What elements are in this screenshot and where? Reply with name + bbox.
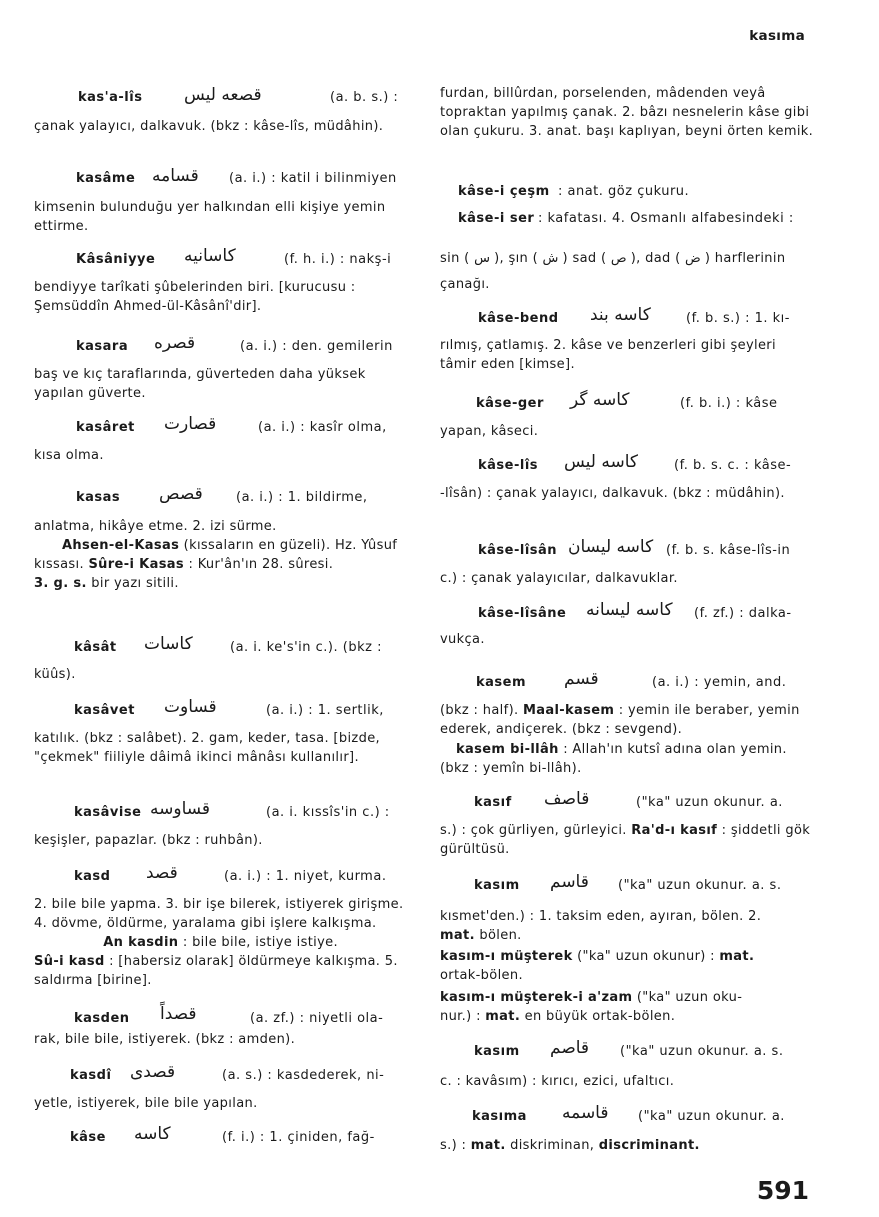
grammar-note: (a. i. ke's'in c.). (bkz : [230,640,382,655]
arabic-script: کاسه [134,1124,171,1144]
grammar-note: ("ka" uzun oku- [636,990,743,1005]
headword: kasâvet [74,703,135,718]
grammar-note: (f. i.) : 1. çiniden, fağ- [222,1130,375,1145]
grammar-note: (a. i.) : 1. bildirme, [236,490,368,505]
english-term: discriminant. [598,1138,700,1153]
definition-text: diskriminan, [510,1138,595,1153]
domain-tag: mat. [719,949,755,964]
grammar-note: (f. zf.) : dalka- [694,606,792,621]
subentry-term: Maal-kasem [522,703,615,718]
headword: kasâret [76,420,135,435]
subentry-definition: : bile bile, istiye istiye. [182,935,339,950]
arabic-script: قاصف [544,789,590,809]
definition: baş ve kıç taraflarında, güverteden daha yüksek yapılan güverte. [34,367,366,401]
subentry-definition: : şiddetli gök gürültüsü. [440,823,811,857]
sense-definition: bir yazı sitili. [91,576,179,591]
arabic-script: قسامه [152,166,199,186]
grammar-note: (a. i.) : 1. sertlik, [266,703,384,718]
grammar-note: (a. s.) : kasdederek, ni- [222,1068,385,1083]
grammar-note: (a. i.) : katil i bilinmiyen [229,171,397,186]
definition: : anat. göz çukuru. [558,184,690,199]
subentry-definition: : yemin ile beraber, yemin ederek, andiçerek. (bkz : sevgend). [440,703,800,737]
definition: küûs). [34,667,76,682]
definition: 2. bile bile yapma. 3. bir işe bilerek, istiyerek girişme. 4. dövme, öldürme, yaralama gibi işlere kalkışma. [34,897,404,931]
headword: kâse-lîs [478,458,539,473]
grammar-note: ("ka" uzun okunur) : [577,949,715,964]
arabic-script: کاسات [144,634,193,654]
subentry-su-i-kasd [34,952,414,990]
definition: kısmet'den.) : 1. taksim eden, ayıran, bölen. 2. [440,909,762,924]
grammar-note: (f. h. i.) : nakş-i [284,252,392,267]
headword: kasâvise [74,805,142,820]
sense-label: 3. g. s. [34,576,87,591]
arabic-script: قصره [154,333,196,353]
headword: kasıf [474,795,512,810]
arabic-script: قسم [564,669,599,689]
headword: Kâsâniyye [76,252,156,267]
entry-line [440,988,816,1007]
grammar-note: (f. b. s. kâse-lîs-in [666,543,791,558]
arabic-script: قساوسه [150,799,211,819]
definition: yetle, istiyerek, bile bile yapılan. [34,1096,258,1111]
definition [440,1136,816,1155]
headword: kâse-lîsân [478,543,558,558]
definition: katılık. (bkz : salâbet). 2. gam, keder, tasa. [bizde, "çekmek" fiiliyle dâimâ ikinci mânâsı kullanılır]. [34,731,381,765]
headword: kasıma [472,1109,527,1124]
arabic-script: قصعه ليس [184,85,262,105]
definition: vukça. [440,632,485,647]
arabic-script: قصارت [164,414,217,434]
subentry-term: Ahsen-el-Kasas [62,538,180,553]
page-number: 591 [756,1176,809,1205]
definition: kısa olma. [34,448,104,463]
kase-continuation: furdan, billûrdan, porselenden, mâdenden veyâ topraktan yapılmış çanak. 2. bâzı nesnelerin kâse gibi olan çukuru. 3. anat. başı kaplıyan, beyni örten kemik. [440,86,814,139]
grammar-note: (a. i.) : kasîr olma, [258,420,387,435]
definition: bendiyye tarîkati şûbelerinden biri. [kurucusu : Şemsüddîn Ahmed-ül-Kâsânî'dir]. [34,280,356,314]
definition-text: nur.) : [440,1009,481,1024]
arabic-script: کاسه لیس [564,452,639,472]
headword: kasdî [70,1068,112,1083]
headword: kâse-bend [478,311,559,326]
grammar-note: (f. b. s. c. : kâse- [674,458,792,473]
headword: kâsât [74,640,117,655]
arabic-script: قصدى [130,1062,176,1082]
domain-tag: mat. [440,928,475,943]
grammar-note: ("ka" uzun okunur. a. [636,795,783,810]
headword: kasım-ı müşterek [440,949,573,964]
subentry-an-kasdin [34,933,414,952]
headword: kasâme [76,171,136,186]
definition: çanak yalayıcı, dalkavuk. (bkz : kâse-lîs, müdâhin). [34,119,384,134]
definition: : kafatası. 4. Osmanlı alfabesindeki : [538,211,794,226]
definition [440,821,816,859]
arabic-script: کاسه لیسان [568,537,654,557]
grammar-note: (a. i.) : yemin, and. [652,675,787,690]
sense-definition: bölen. [479,928,522,943]
grammar-note: (f. b. i.) : kâse [680,396,778,411]
headword: kâse-i ser [458,211,535,226]
grammar-note: ("ka" uzun okunur. a. s. [620,1044,784,1059]
running-head: kasıma [749,28,805,44]
headword: kasas [76,490,121,505]
subentry-ahsen-el-kasas [34,536,414,574]
arabic-script: کاسه گر [570,390,630,410]
definition-text: en büyük ortak-bölen. [524,1009,676,1024]
alphabet-letters: sin ( س ), şın ( ش ) sad ( ص ), dad ( ض ) harflerinin çanağı. [440,251,786,292]
subentry-term: kasem bi-llâh [456,742,559,757]
headword: kasem [476,675,527,690]
arabic-script: قصص [159,484,203,504]
definition-text: (bkz : half). [440,703,519,718]
arabic-script: قاسمه [562,1103,609,1123]
definition: rılmış, çatlamış. 2. kâse ve benzerleri gibi şeyleri tâmir eden [kimse]. [440,338,776,372]
grammar-note: (f. b. s.) : 1. kı- [686,311,790,326]
grammar-note: (a. i.) : 1. niyet, kurma. [224,869,387,884]
grammar-note: (a. b. s.) : [330,90,399,105]
definition: c.) : çanak yalayıcılar, dalkavuklar. [440,571,678,586]
entry-line [440,947,816,966]
arabic-script: کاسه بند [590,305,651,325]
grammar-note: (a. zf.) : niyetli ola- [250,1011,384,1026]
arabic-script: قصد [146,863,178,883]
arabic-script: کاسه لیسانه [586,600,673,620]
arabic-script: قاصم [550,1038,590,1058]
domain-tag: mat. [485,1009,521,1024]
headword: kasım [474,1044,520,1059]
headword: kasd [74,869,111,884]
subentry-definition: (kıssaların en güzeli). Hz. Yûsuf kıssası. [34,538,398,572]
definition: keşişler, papazlar. (bkz : ruhbân). [34,833,263,848]
grammar-note: (a. i.) : den. gemilerin [240,339,393,354]
arabic-script: قساوت [164,697,217,717]
grammar-note: ("ka" uzun okunur. a. [638,1109,785,1124]
subentry-definition: : Allah'ın kutsî adına olan yemin. (bkz : yemîn bi-llâh). [440,742,787,776]
arabic-script: قصداً [160,1004,197,1024]
headword: kâse [70,1130,106,1145]
grammar-note: ("ka" uzun okunur. a. s. [618,878,782,893]
sense-3 [34,574,414,593]
sense-mat [440,926,816,945]
grammar-note: (a. i. kıssîs'in c.) : [266,805,390,820]
subentry-term: Sûre-i Kasas [88,557,184,572]
definition: -lîsân) : çanak yalayıcı, dalkavuk. (bkz : müdâhin). [440,486,785,501]
definition-text: s.) : çok gürliyen, gürleyici. [440,823,627,838]
headword: kasım-ı müşterek-i a'zam [440,990,633,1005]
definition: yapan, kâseci. [440,424,539,439]
headword: kasden [74,1011,130,1026]
subentry-definition: : [habersiz olarak] öldürmeye kalkışma. 5. saldırma [birine]. [34,954,398,988]
headword: kasım [474,878,520,893]
definition-text: s.) : [440,1138,467,1153]
subentry-kasem-billah [440,740,816,778]
subentry-term: An kasdin [103,935,179,950]
headword: kâse-i çeşm [458,184,550,199]
headword: kasara [76,339,129,354]
definition: rak, bile bile, istiyerek. (bkz : amden). [34,1032,296,1047]
arabic-script: کاسانیه [184,246,236,266]
headword: kas'a-lîs [78,90,143,105]
subentry-term: Ra'd-ı kasıf [631,823,718,838]
definition: kimsenin bulunduğu yer halkından elli kişiye yemin ettirme. [34,200,386,234]
definition: c. : kavâsım) : kırıcı, ezici, ufaltıcı. [440,1074,675,1089]
definition: anlatma, hikâye etme. 2. izi sürme. [34,519,277,534]
definition [440,1007,816,1026]
definition [440,701,816,739]
subentry-term: Sû-i kasd [34,954,105,969]
arabic-script: قاسم [550,872,589,892]
definition: ortak-bölen. [440,968,523,983]
domain-tag: mat. [470,1138,506,1153]
subentry-definition: : Kur'ân'ın 28. sûresi. [188,557,334,572]
headword: kâse-ger [476,396,544,411]
headword: kâse-lîsâne [478,606,567,621]
